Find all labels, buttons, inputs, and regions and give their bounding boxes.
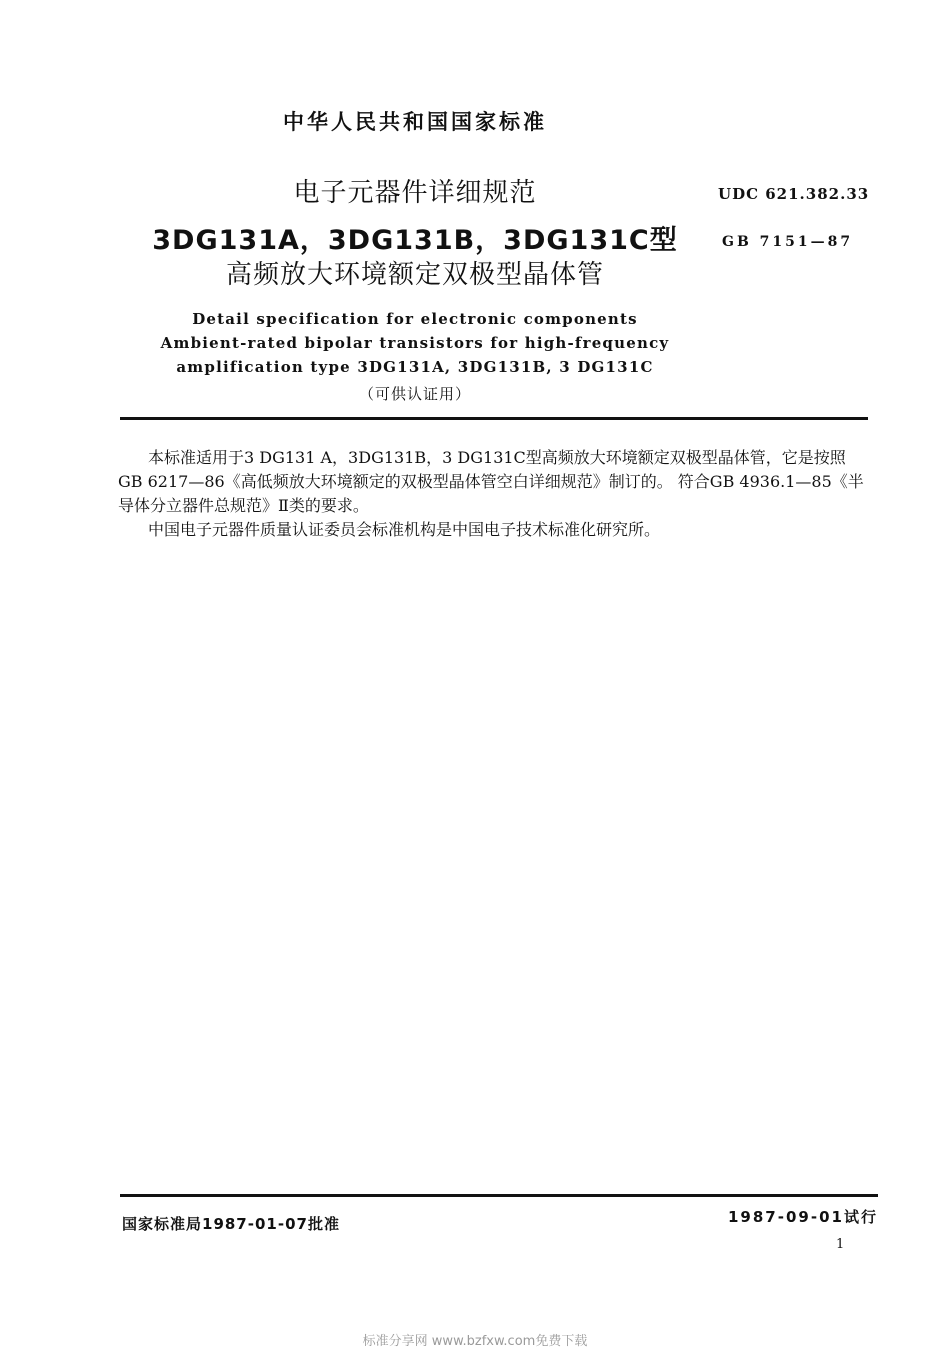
title-line-2: 3DG131A，3DG131B，3DG131C型 [152,225,678,256]
title-line-1: 电子元器件详细规范 [293,178,537,208]
top-divider [120,417,868,420]
institution-paragraph: 中国电子元器件质量认证委员会标准机构是中国电子技术标准化研究所。 [148,520,661,539]
page-number: 1 [836,1237,845,1252]
approval-date: 国家标准局1987-01-07批准 [122,1215,340,1233]
watermark: 标准分享网 www.bzfxw.com免费下载 [362,1334,588,1349]
english-title-line-3: amplification type 3DG131A, 3DG131B, 3 DG131C [176,358,654,376]
certification-note: （可供认证用） [358,385,471,403]
national-standard-header: 中华人民共和国国家标准 [283,110,547,134]
bottom-divider [120,1194,878,1197]
english-title-line-1: Detail specification for electronic components [192,310,638,328]
scope-paragraph: 本标准适用于3 DG131 A，3DG131B，3 DG131C型高频放大环境额定双极型晶体管，它是按照GB 6217—86《高低频放大环境额定的双极型晶体管空白详细规范》制订的。 符合GB 4936.1—85《半导体分立器件总规范》Ⅱ类的要求。 [118,448,864,515]
udc-code: UDC 621.382.33 [718,185,870,203]
gb-number: GB 7151—87 [722,234,854,250]
title-line-3: 高频放大环境额定双极型晶体管 [225,260,604,290]
english-title-line-2: Ambient-rated bipolar transistors for high-frequency [160,334,670,352]
trial-date: 1987-09-01试行 [728,1208,878,1226]
